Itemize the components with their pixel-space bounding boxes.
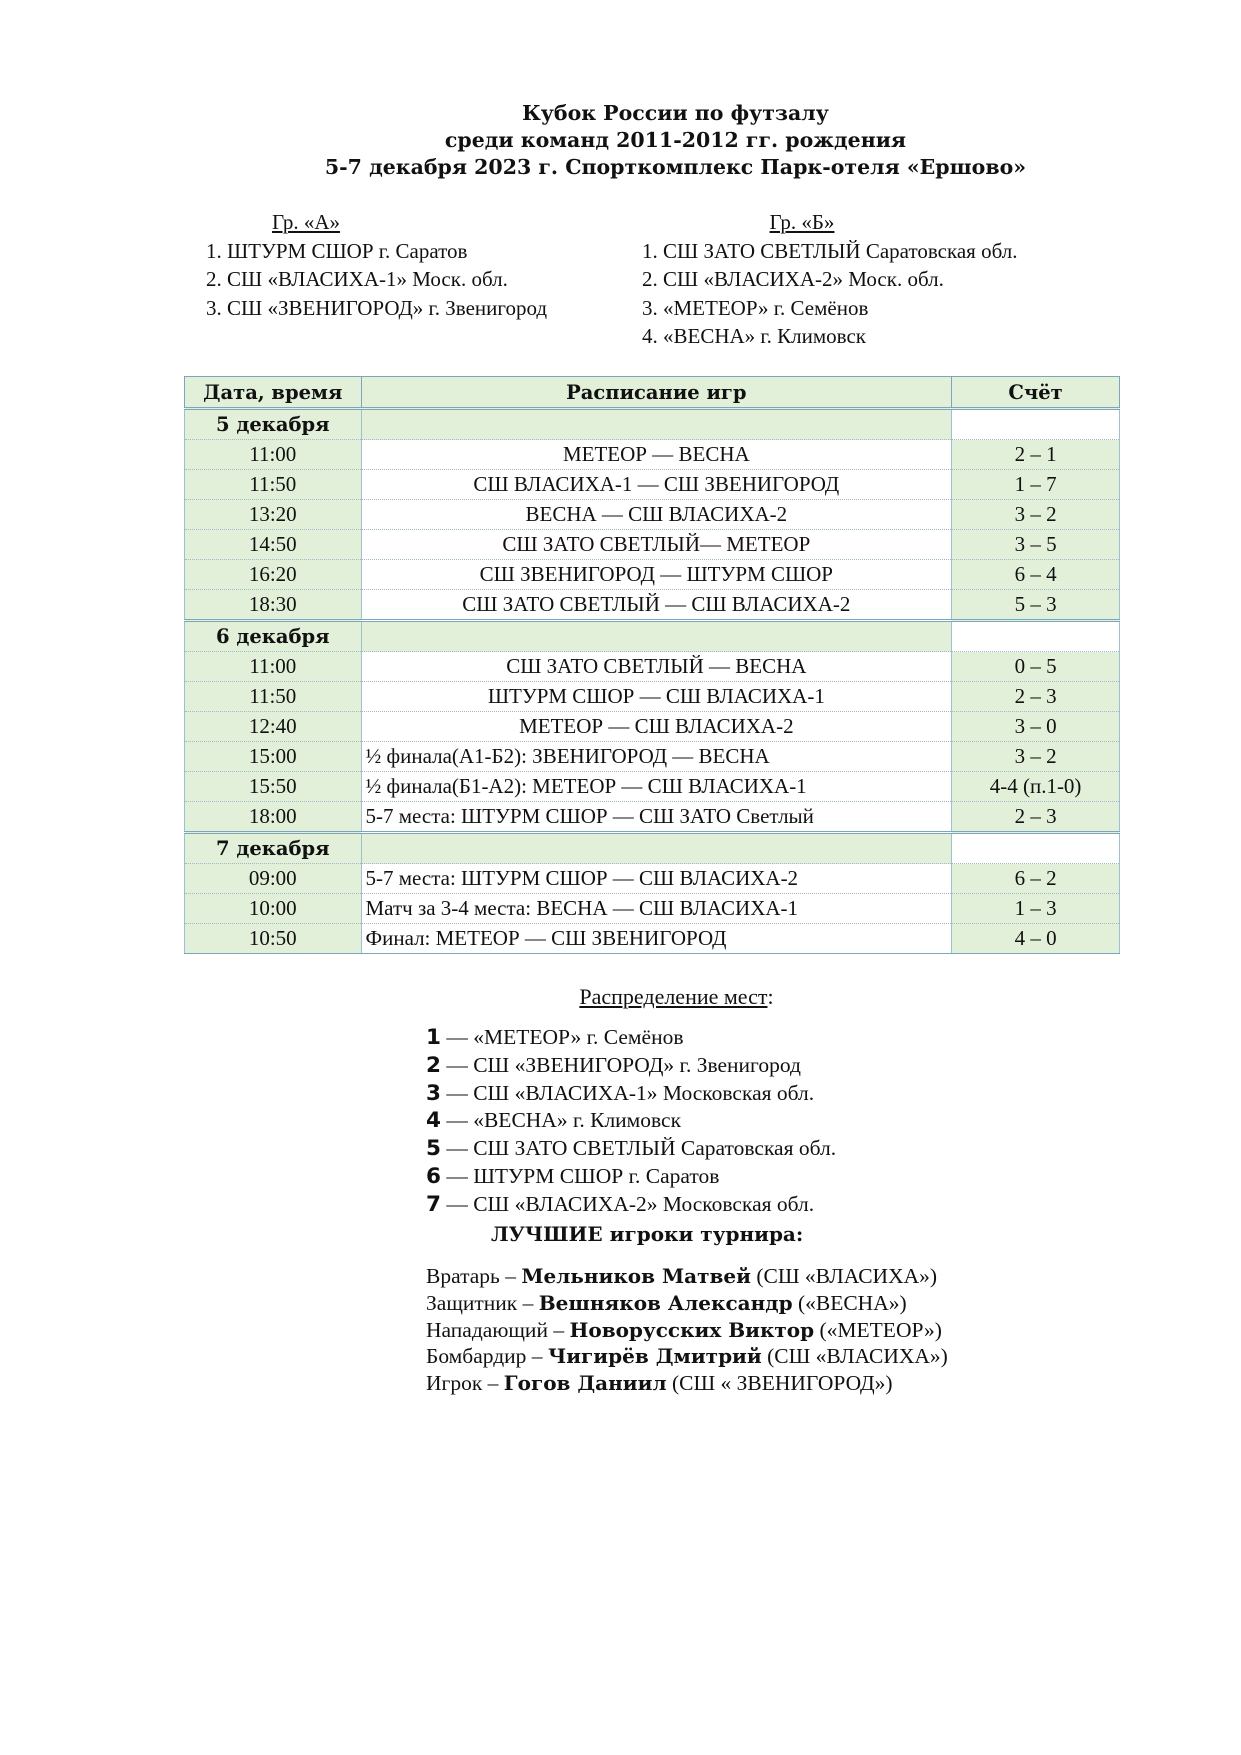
game-score: 2 – 3 bbox=[952, 682, 1120, 712]
game-time: 11:50 bbox=[185, 682, 362, 712]
group-a-heading: Гр. «А» bbox=[272, 210, 340, 234]
group-b bbox=[642, 208, 1017, 351]
game-score: 1 – 3 bbox=[952, 894, 1120, 924]
game-score: 2 – 3 bbox=[952, 802, 1120, 833]
day-label: 6 декабря bbox=[185, 621, 362, 652]
game-match: Матч за 3-4 места: ВЕСНА — СШ ВЛАСИХА-1 bbox=[361, 894, 952, 924]
game-row bbox=[185, 924, 1120, 954]
title-line-3: 5-7 декабря 2023 г. Спорткомплекс Парк-отеля «Ершово» bbox=[324, 155, 1027, 179]
game-time: 10:50 bbox=[185, 924, 362, 954]
player-team: («ВЕСНА») bbox=[792, 1290, 907, 1315]
game-row bbox=[185, 742, 1120, 772]
day-empty-cell bbox=[361, 409, 952, 440]
game-time: 10:00 bbox=[185, 894, 362, 924]
game-time: 09:00 bbox=[185, 864, 362, 894]
player-role: Игрок – bbox=[426, 1371, 504, 1396]
day-row bbox=[185, 833, 1120, 864]
header-score: Счёт bbox=[952, 377, 1120, 409]
day-row bbox=[185, 621, 1120, 652]
game-time: 11:00 bbox=[185, 440, 362, 470]
game-score: 5 – 3 bbox=[952, 590, 1120, 621]
day-label: 5 декабря bbox=[185, 409, 362, 440]
game-time: 15:50 bbox=[185, 772, 362, 802]
best-player-item bbox=[426, 1317, 948, 1344]
game-row bbox=[185, 682, 1120, 712]
group-a-team: 1. ШТУРМ СШОР г. Саратов bbox=[206, 238, 468, 263]
group-b-team: 2. СШ «ВЛАСИХА-2» Моск. обл. bbox=[642, 267, 944, 291]
place-number: 7 bbox=[426, 1191, 441, 1217]
player-team: (СШ « ЗВЕНИГОРОД») bbox=[666, 1371, 893, 1396]
group-b-team: 1. СШ ЗАТО СВЕТЛЫЙ Саратовская обл. bbox=[642, 238, 1018, 263]
game-time: 11:50 bbox=[185, 470, 362, 500]
game-time: 11:00 bbox=[185, 652, 362, 682]
schedule-header-row bbox=[185, 377, 1120, 409]
game-score: 0 – 5 bbox=[952, 652, 1120, 682]
place-item bbox=[426, 1107, 836, 1135]
game-row bbox=[185, 440, 1120, 470]
group-a-team: 2. СШ «ВЛАСИХА-1» Моск. обл. bbox=[206, 267, 508, 291]
place-item bbox=[426, 1024, 836, 1052]
game-match: Финал: МЕТЕОР — СШ ЗВЕНИГОРОД bbox=[361, 924, 952, 954]
game-match: СШ ВЛАСИХА-1 — СШ ЗВЕНИГОРОД bbox=[361, 470, 952, 500]
group-a-team: 3. СШ «ЗВЕНИГОРОД» г. Звенигород bbox=[206, 295, 548, 320]
best-players-heading: ЛУЧШИЕ игроки турнира: bbox=[491, 1222, 804, 1246]
place-team: — СШ «ЗВЕНИГОРОД» г. Звенигород bbox=[440, 1052, 801, 1077]
game-match: ½ финала(Б1-А2): МЕТЕОР — СШ ВЛАСИХА-1 bbox=[361, 772, 952, 802]
best-player-item bbox=[426, 1290, 948, 1317]
game-row bbox=[185, 560, 1120, 590]
game-score: 1 – 7 bbox=[952, 470, 1120, 500]
group-b-team: 4. «ВЕСНА» г. Климовск bbox=[642, 324, 866, 348]
place-item bbox=[426, 1080, 836, 1108]
game-time: 12:40 bbox=[185, 712, 362, 742]
game-match: ШТУРМ СШОР — СШ ВЛАСИХА-1 bbox=[361, 682, 952, 712]
game-match: СШ ЗАТО СВЕТЛЫЙ — СШ ВЛАСИХА-2 bbox=[361, 590, 952, 621]
best-player-item bbox=[426, 1263, 948, 1290]
place-number: 4 bbox=[426, 1108, 441, 1134]
header-date: Дата, время bbox=[185, 377, 362, 409]
game-score: 3 – 2 bbox=[952, 500, 1120, 530]
game-time: 13:20 bbox=[185, 500, 362, 530]
day-empty-score bbox=[952, 833, 1120, 864]
player-name: Новорусских Виктор bbox=[569, 1317, 815, 1342]
game-match: ВЕСНА — СШ ВЛАСИХА-2 bbox=[361, 500, 952, 530]
game-row bbox=[185, 590, 1120, 621]
game-match: МЕТЕОР — СШ ВЛАСИХА-2 bbox=[361, 712, 952, 742]
game-row bbox=[185, 652, 1120, 682]
place-number: 5 bbox=[426, 1136, 441, 1162]
player-team: («МЕТЕОР») bbox=[814, 1317, 942, 1342]
game-score: 6 – 2 bbox=[952, 864, 1120, 894]
schedule-body bbox=[185, 409, 1120, 954]
game-match: ½ финала(А1-Б2): ЗВЕНИГОРОД — ВЕСНА bbox=[361, 742, 952, 772]
player-name: Чигирёв Дмитрий bbox=[547, 1344, 762, 1369]
game-match: СШ ЗАТО СВЕТЛЫЙ— МЕТЕОР bbox=[361, 530, 952, 560]
game-row bbox=[185, 470, 1120, 500]
day-empty-score bbox=[952, 409, 1120, 440]
document-title bbox=[0, 100, 1241, 181]
game-row bbox=[185, 500, 1120, 530]
place-team: — ШТУРМ СШОР г. Саратов bbox=[440, 1163, 720, 1188]
game-score: 3 – 2 bbox=[952, 742, 1120, 772]
day-label: 7 декабря bbox=[185, 833, 362, 864]
game-score: 3 – 0 bbox=[952, 712, 1120, 742]
game-row bbox=[185, 802, 1120, 833]
game-match: СШ ЗВЕНИГОРОД — ШТУРМ СШОР bbox=[361, 560, 952, 590]
best-player-item bbox=[426, 1343, 948, 1370]
game-match: МЕТЕОР — ВЕСНА bbox=[361, 440, 952, 470]
best-players-list bbox=[426, 1263, 948, 1397]
player-team: (СШ «ВЛАСИХА») bbox=[750, 1264, 938, 1288]
place-team: — СШ «ВЛАСИХА-2» Московская обл. bbox=[440, 1191, 815, 1216]
day-empty-score bbox=[952, 621, 1120, 652]
game-row bbox=[185, 530, 1120, 560]
game-time: 14:50 bbox=[185, 530, 362, 560]
place-item bbox=[426, 1135, 836, 1163]
day-empty-cell bbox=[361, 833, 952, 864]
place-number: 1 bbox=[426, 1025, 441, 1050]
group-b-team: 3. «МЕТЕОР» г. Семёнов bbox=[642, 295, 869, 320]
player-name: Вешняков Александр bbox=[538, 1290, 793, 1315]
game-match: 5-7 места: ШТУРМ СШОР — СШ ЗАТО Светлый bbox=[361, 802, 952, 833]
game-time: 18:00 bbox=[185, 802, 362, 833]
game-row bbox=[185, 894, 1120, 924]
title-line-2: среди команд 2011-2012 гг. рождения bbox=[444, 128, 907, 152]
places-heading-colon: : bbox=[767, 984, 774, 1009]
game-row bbox=[185, 712, 1120, 742]
game-time: 15:00 bbox=[185, 742, 362, 772]
group-a bbox=[206, 208, 547, 322]
place-team: — СШ ЗАТО СВЕТЛЫЙ Саратовская обл. bbox=[440, 1136, 837, 1161]
game-time: 18:30 bbox=[185, 590, 362, 621]
game-score: 6 – 4 bbox=[952, 560, 1120, 590]
place-item bbox=[426, 1191, 836, 1219]
game-time: 16:20 bbox=[185, 560, 362, 590]
game-row bbox=[185, 772, 1120, 802]
places-heading-text: Распределение мест bbox=[579, 984, 768, 1009]
schedule-table bbox=[184, 376, 1120, 954]
place-number: 6 bbox=[426, 1163, 441, 1189]
player-role: Защитник – bbox=[426, 1290, 539, 1315]
place-team: — «ВЕСНА» г. Климовск bbox=[440, 1108, 682, 1133]
game-row bbox=[185, 864, 1120, 894]
player-role: Вратарь – bbox=[426, 1264, 522, 1288]
place-item bbox=[426, 1052, 836, 1080]
player-name: Гогов Даниил bbox=[503, 1371, 667, 1396]
place-number: 2 bbox=[426, 1052, 441, 1078]
game-score: 3 – 5 bbox=[952, 530, 1120, 560]
game-score: 4 – 0 bbox=[952, 924, 1120, 954]
header-games: Расписание игр bbox=[361, 377, 952, 409]
places-list bbox=[426, 1024, 836, 1219]
day-row bbox=[185, 409, 1120, 440]
game-score: 4-4 (п.1-0) bbox=[952, 772, 1120, 802]
group-b-heading: Гр. «Б» bbox=[769, 210, 835, 234]
game-match: СШ ЗАТО СВЕТЛЫЙ — ВЕСНА bbox=[361, 652, 952, 682]
title-line-1: Кубок России по футзалу bbox=[522, 101, 829, 125]
player-role: Бомбардир – bbox=[426, 1344, 548, 1369]
place-number: 3 bbox=[426, 1080, 441, 1106]
places-heading bbox=[0, 984, 1241, 1010]
place-item bbox=[426, 1163, 836, 1191]
best-player-item bbox=[426, 1370, 948, 1397]
player-role: Нападающий – bbox=[426, 1317, 570, 1342]
game-score: 2 – 1 bbox=[952, 440, 1120, 470]
player-name: Мельников Матвей bbox=[521, 1264, 751, 1288]
player-team: (СШ «ВЛАСИХА») bbox=[761, 1344, 948, 1369]
day-empty-cell bbox=[361, 621, 952, 652]
place-team: — «МЕТЕОР» г. Семёнов bbox=[440, 1025, 684, 1049]
game-match: 5-7 места: ШТУРМ СШОР — СШ ВЛАСИХА-2 bbox=[361, 864, 952, 894]
place-team: — СШ «ВЛАСИХА-1» Московская обл. bbox=[440, 1080, 815, 1105]
